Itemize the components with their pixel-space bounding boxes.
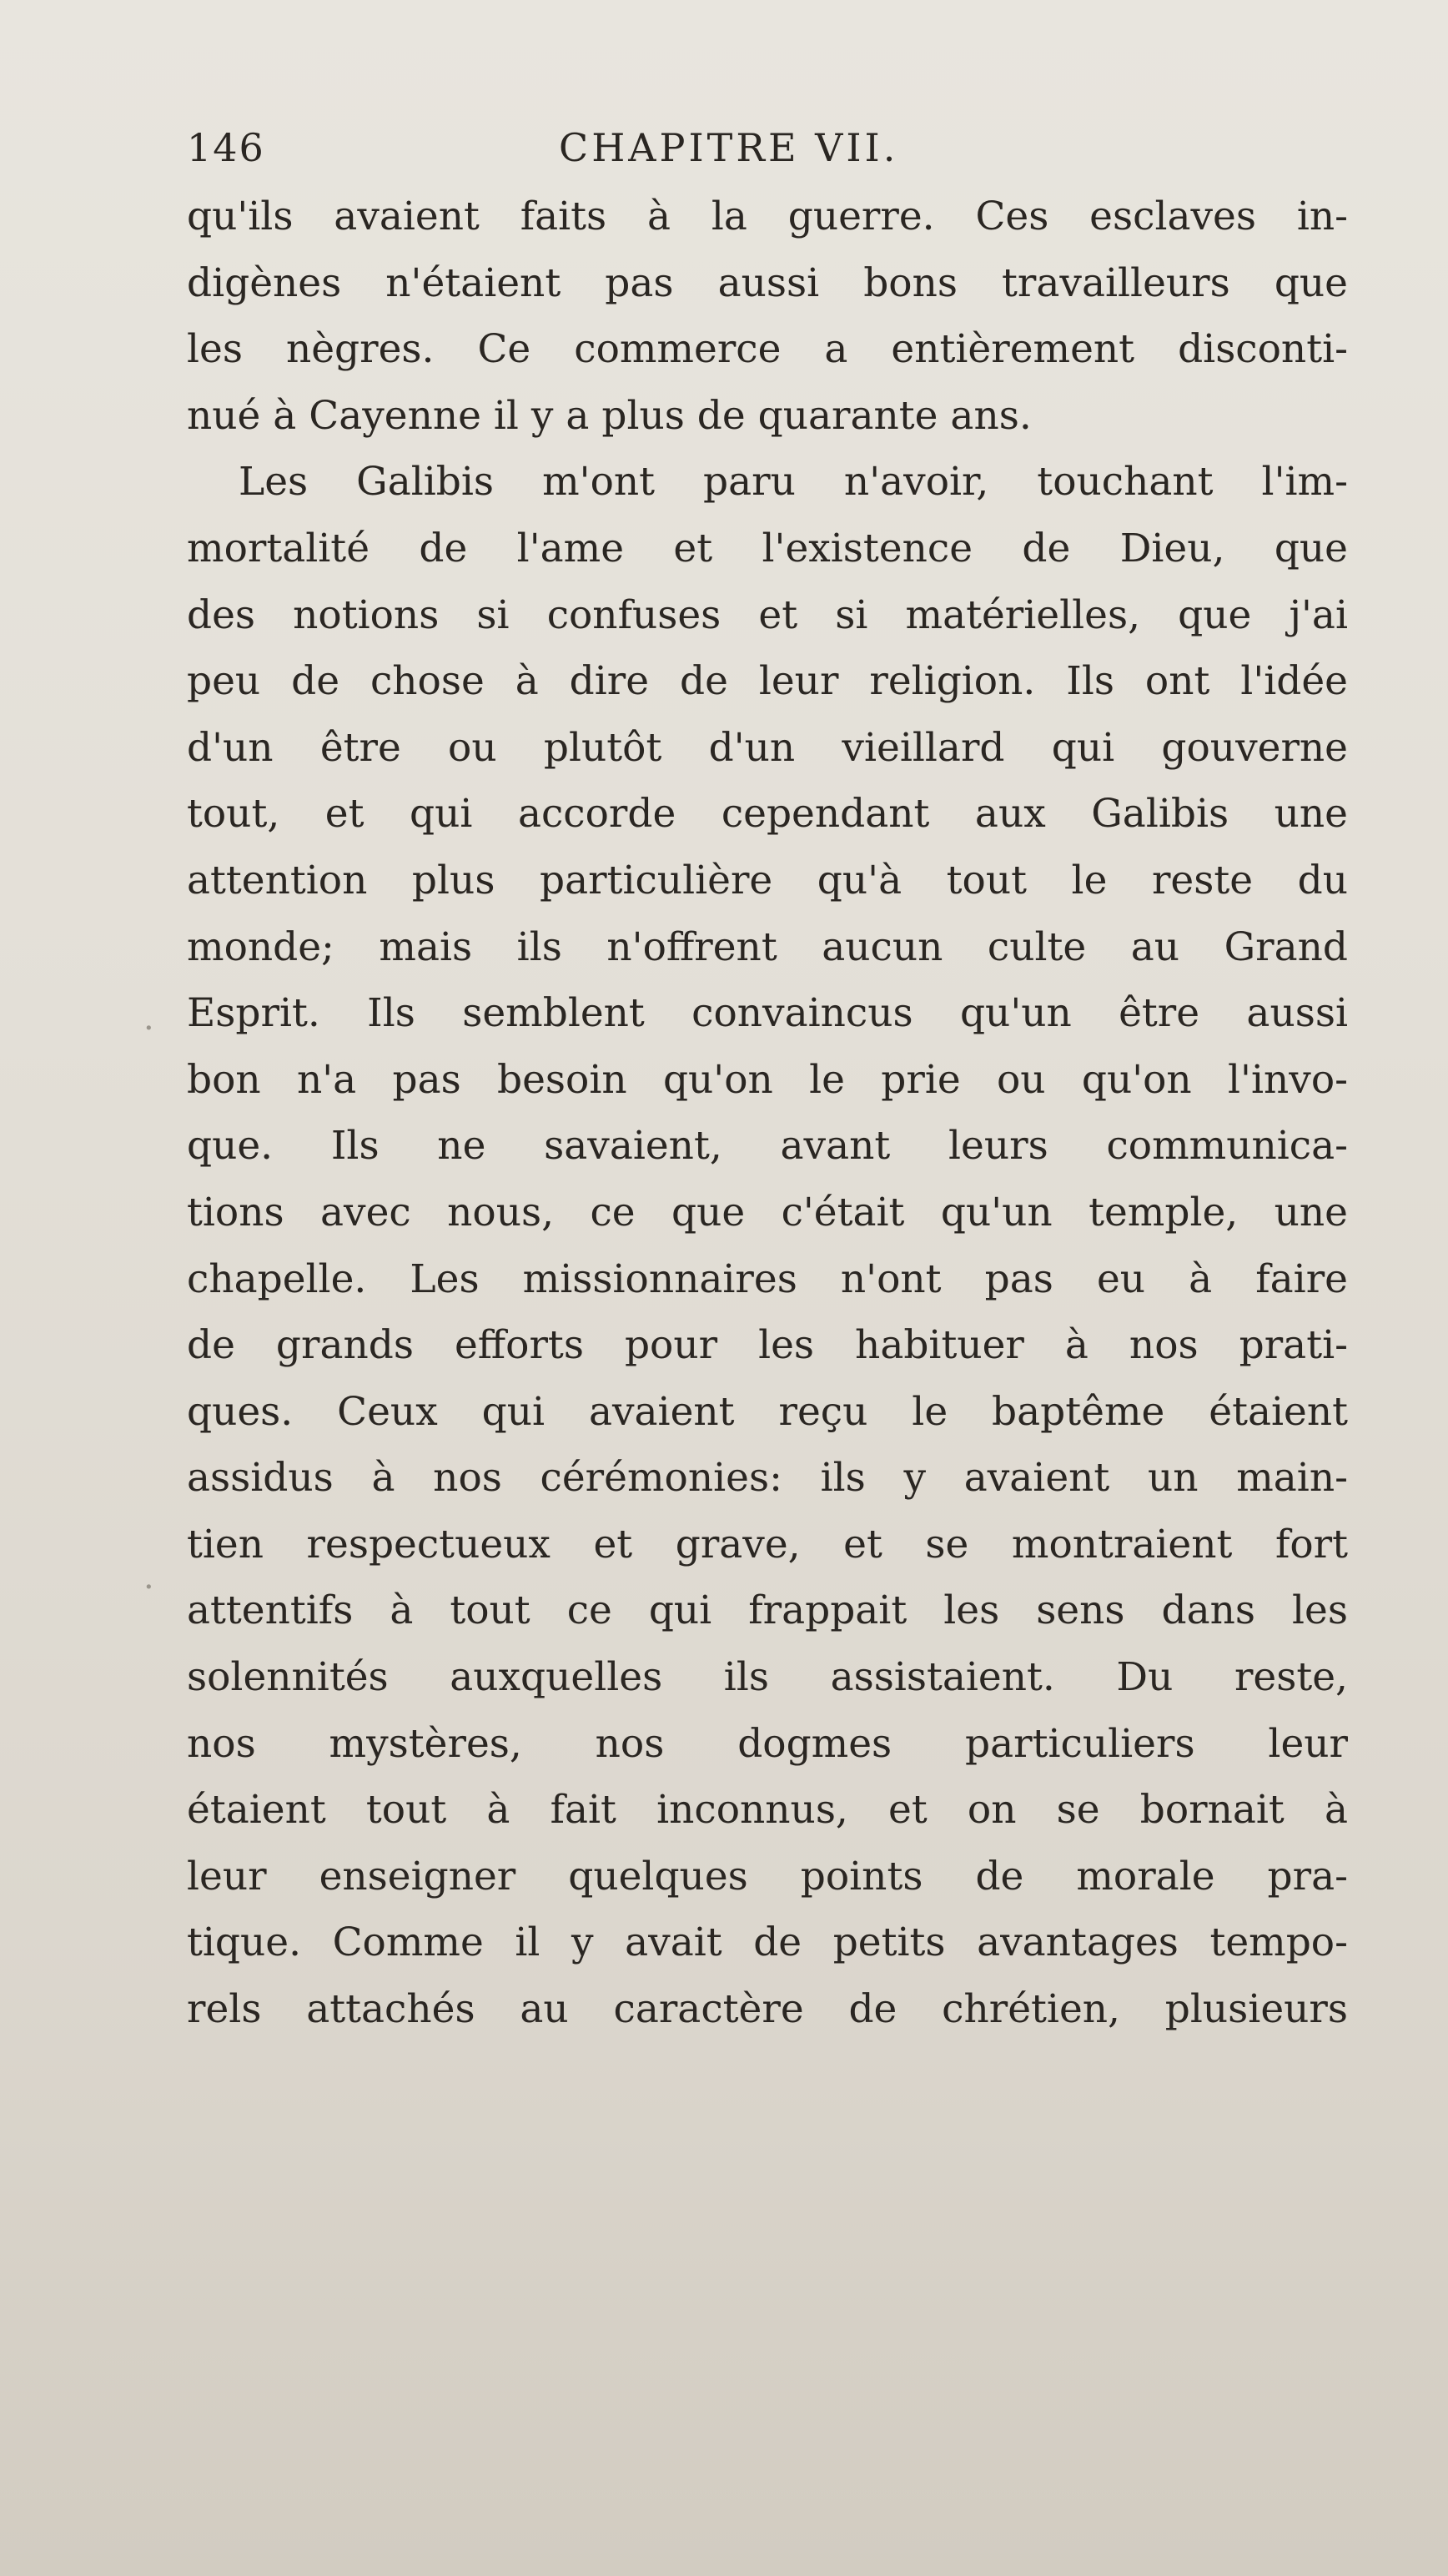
text-line: mortalité de l'ame et l'existence de Dieu, que (187, 525, 1348, 571)
text-line: Esprit. Ils semblent convaincus qu'un être aussi (187, 990, 1348, 1037)
paragraph-start-line: Les Galibis m'ont paru n'avoir, touchant l'im- (239, 459, 1348, 506)
text-line: tions avec nous, ce que c'était qu'un temple, une (187, 1189, 1348, 1235)
text-line: tique. Comme il y avait de petits avantages tempo- (187, 1919, 1348, 1966)
text-line: nué à Cayenne il y a plus de quarante ans. (187, 392, 1032, 439)
text-line: étaient tout à fait inconnus, et on se bornait à (187, 1787, 1348, 1834)
text-line: digènes n'étaient pas aussi bons travailleurs que (187, 259, 1348, 306)
chapter-title: CHAPITRE VII. (559, 125, 899, 170)
text-line: solennités auxquelles ils assistaient. Du reste, (187, 1654, 1348, 1701)
text-line: chapelle. Les missionnaires n'ont pas eu à faire (187, 1255, 1348, 1302)
text-line: attentifs à tout ce qui frappait les sens dans les (187, 1587, 1348, 1634)
text-line: rels attachés au caractère de chrétien, plusieurs (187, 1986, 1348, 2033)
text-line: que. Ils ne savaient, avant leurs communica- (187, 1123, 1348, 1170)
text-line: tout, et qui accorde cependant aux Galibis une (187, 791, 1348, 838)
text-line: les nègres. Ce commerce a entièrement disconti- (187, 326, 1348, 373)
text-line: monde; mais ils n'offrent aucun culte au Grand (187, 923, 1348, 970)
text-line: d'un être ou plutôt d'un vieillard qui gouverne (187, 724, 1348, 771)
text-line: peu de chose à dire de leur religion. Ils ont l'idée (187, 658, 1348, 705)
text-line: qu'ils avaient faits à la guerre. Ces esclaves in- (187, 194, 1348, 239)
text-line: ques. Ceux qui avaient reçu le baptême étaient (187, 1388, 1348, 1435)
text-line: nos mystères, nos dogmes particuliers leur (187, 1720, 1348, 1767)
running-head (187, 125, 1346, 184)
text-line: attention plus particulière qu'à tout le reste du (187, 857, 1348, 903)
page-number: 146 (187, 125, 265, 170)
text-line: de grands efforts pour les habituer à nos prati- (187, 1322, 1348, 1369)
text-line: tien respectueux et grave, et se montraient fort (187, 1521, 1348, 1567)
text-line: leur enseigner quelques points de morale pra- (187, 1853, 1348, 1899)
text-line: assidus à nos cérémonies: ils y avaient un main- (187, 1455, 1348, 1502)
text-line: bon n'a pas besoin qu'on le prie ou qu'on l'invo- (187, 1056, 1348, 1103)
text-line: des notions si confuses et si matérielles, que j'ai (187, 591, 1348, 638)
margin-dot-mark: · (143, 1568, 154, 1607)
margin-dot-mark: · (143, 1009, 154, 1048)
body-text (187, 184, 1348, 2043)
